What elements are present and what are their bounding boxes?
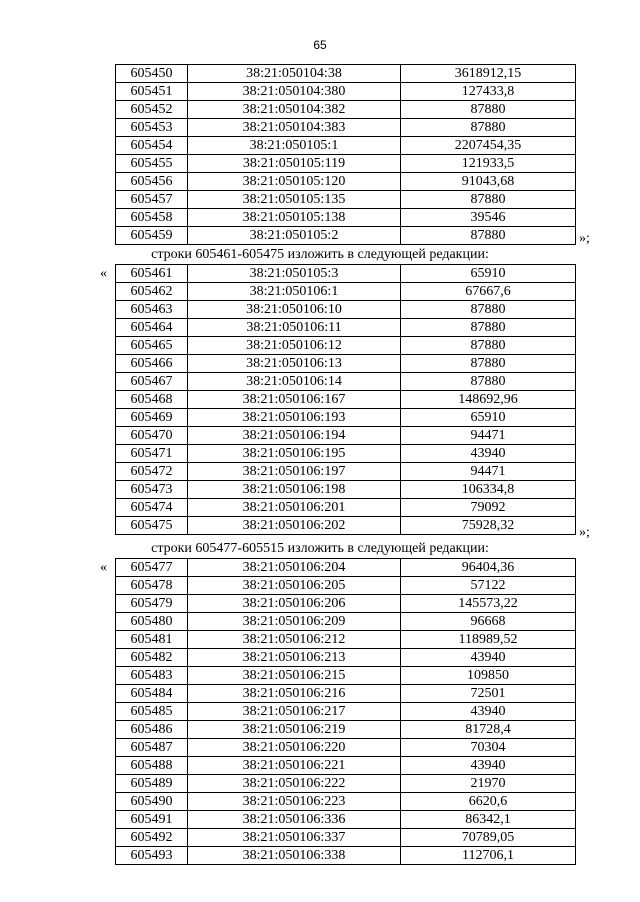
cadastral-number-cell: 38:21:050105:3 bbox=[188, 265, 401, 283]
cadastral-number-cell: 38:21:050106:219 bbox=[188, 721, 401, 739]
cadastral-number-cell: 38:21:050106:212 bbox=[188, 631, 401, 649]
row-number-cell: 605465 bbox=[116, 337, 188, 355]
row-number-cell: 605464 bbox=[116, 319, 188, 337]
value-cell: 70789,05 bbox=[401, 829, 576, 847]
cadastral-number-cell: 38:21:050106:197 bbox=[188, 463, 401, 481]
value-cell: 96668 bbox=[401, 613, 576, 631]
value-cell: 43940 bbox=[401, 757, 576, 775]
cadastral-number-cell: 38:21:050106:221 bbox=[188, 757, 401, 775]
table-row bbox=[116, 337, 576, 355]
table-row bbox=[116, 283, 576, 301]
table-row bbox=[116, 83, 576, 101]
value-cell: 87880 bbox=[401, 101, 576, 119]
table-row bbox=[116, 265, 576, 283]
row-number-cell: 605479 bbox=[116, 595, 188, 613]
value-cell: 96404,36 bbox=[401, 559, 576, 577]
cadastral-number-cell: 38:21:050106:202 bbox=[188, 517, 401, 535]
value-cell: 43940 bbox=[401, 703, 576, 721]
cadastral-number-cell: 38:21:050106:193 bbox=[188, 409, 401, 427]
table-row bbox=[116, 613, 576, 631]
value-cell: 86342,1 bbox=[401, 811, 576, 829]
table-row bbox=[116, 739, 576, 757]
cadastral-number-cell: 38:21:050105:135 bbox=[188, 191, 401, 209]
row-number-cell: 605488 bbox=[116, 757, 188, 775]
cadastral-number-cell: 38:21:050104:383 bbox=[188, 119, 401, 137]
value-cell: 121933,5 bbox=[401, 155, 576, 173]
value-cell: 87880 bbox=[401, 337, 576, 355]
cadastral-number-cell: 38:21:050106:223 bbox=[188, 793, 401, 811]
row-number-cell: 605472 bbox=[116, 463, 188, 481]
opening-quote-2: « bbox=[100, 560, 107, 575]
value-cell: 87880 bbox=[401, 319, 576, 337]
row-number-cell: 605458 bbox=[116, 209, 188, 227]
table-row bbox=[116, 595, 576, 613]
cadastral-number-cell: 38:21:050105:138 bbox=[188, 209, 401, 227]
cadastral-number-cell: 38:21:050106:209 bbox=[188, 613, 401, 631]
row-number-cell: 605457 bbox=[116, 191, 188, 209]
cadastral-number-cell: 38:21:050106:206 bbox=[188, 595, 401, 613]
cadastral-number-cell: 38:21:050106:215 bbox=[188, 667, 401, 685]
row-number-cell: 605461 bbox=[116, 265, 188, 283]
row-number-cell: 605489 bbox=[116, 775, 188, 793]
cadastral-number-cell: 38:21:050106:195 bbox=[188, 445, 401, 463]
table-row bbox=[116, 811, 576, 829]
row-number-cell: 605481 bbox=[116, 631, 188, 649]
row-number-cell: 605492 bbox=[116, 829, 188, 847]
table-row bbox=[116, 757, 576, 775]
value-cell: 70304 bbox=[401, 739, 576, 757]
table-row bbox=[116, 559, 576, 577]
table-row bbox=[116, 119, 576, 137]
cadastral-number-cell: 38:21:050106:11 bbox=[188, 319, 401, 337]
cadastral-number-cell: 38:21:050104:380 bbox=[188, 83, 401, 101]
value-cell: 109850 bbox=[401, 667, 576, 685]
row-number-cell: 605490 bbox=[116, 793, 188, 811]
row-number-cell: 605471 bbox=[116, 445, 188, 463]
value-cell: 75928,32 bbox=[401, 517, 576, 535]
row-number-cell: 605453 bbox=[116, 119, 188, 137]
value-cell: 106334,8 bbox=[401, 481, 576, 499]
table-row bbox=[116, 829, 576, 847]
cadastral-number-cell: 38:21:050106:14 bbox=[188, 373, 401, 391]
row-number-cell: 605463 bbox=[116, 301, 188, 319]
row-number-cell: 605483 bbox=[116, 667, 188, 685]
table-row bbox=[116, 793, 576, 811]
row-number-cell: 605467 bbox=[116, 373, 188, 391]
table-row bbox=[116, 227, 576, 245]
row-number-cell: 605487 bbox=[116, 739, 188, 757]
value-cell: 118989,52 bbox=[401, 631, 576, 649]
value-cell: 6620,6 bbox=[401, 793, 576, 811]
cadastral-number-cell: 38:21:050106:198 bbox=[188, 481, 401, 499]
row-number-cell: 605477 bbox=[116, 559, 188, 577]
row-number-cell: 605478 bbox=[116, 577, 188, 595]
row-number-cell: 605484 bbox=[116, 685, 188, 703]
cadastral-number-cell: 38:21:050106:336 bbox=[188, 811, 401, 829]
table-row bbox=[116, 65, 576, 83]
value-cell: 65910 bbox=[401, 265, 576, 283]
value-cell: 148692,96 bbox=[401, 391, 576, 409]
value-cell: 87880 bbox=[401, 301, 576, 319]
amendment-intro-2: строки 605477-605515 изложить в следующей редакции: bbox=[151, 541, 489, 556]
table-row bbox=[116, 373, 576, 391]
row-number-cell: 605459 bbox=[116, 227, 188, 245]
value-cell: 87880 bbox=[401, 227, 576, 245]
amendment-intro-1: строки 605461-605475 изложить в следующей редакции: bbox=[151, 247, 489, 262]
table-row bbox=[116, 319, 576, 337]
table-row bbox=[116, 355, 576, 373]
value-cell: 91043,68 bbox=[401, 173, 576, 191]
row-number-cell: 605482 bbox=[116, 649, 188, 667]
row-number-cell: 605462 bbox=[116, 283, 188, 301]
cadastral-number-cell: 38:21:050106:205 bbox=[188, 577, 401, 595]
table-row bbox=[116, 847, 576, 865]
table-row bbox=[116, 173, 576, 191]
row-number-cell: 605466 bbox=[116, 355, 188, 373]
cadastral-number-cell: 38:21:050106:10 bbox=[188, 301, 401, 319]
cadastral-number-cell: 38:21:050106:216 bbox=[188, 685, 401, 703]
row-number-cell: 605474 bbox=[116, 499, 188, 517]
cadastral-number-cell: 38:21:050105:2 bbox=[188, 227, 401, 245]
value-cell: 65910 bbox=[401, 409, 576, 427]
value-cell: 67667,6 bbox=[401, 283, 576, 301]
cadastral-number-cell: 38:21:050106:194 bbox=[188, 427, 401, 445]
opening-quote-1: « bbox=[100, 266, 107, 281]
data-table-3 bbox=[115, 558, 576, 865]
cadastral-number-cell: 38:21:050106:213 bbox=[188, 649, 401, 667]
value-cell: 87880 bbox=[401, 119, 576, 137]
cadastral-number-cell: 38:21:050105:120 bbox=[188, 173, 401, 191]
table-row bbox=[116, 209, 576, 227]
value-cell: 145573,22 bbox=[401, 595, 576, 613]
row-number-cell: 605491 bbox=[116, 811, 188, 829]
row-number-cell: 605452 bbox=[116, 101, 188, 119]
value-cell: 87880 bbox=[401, 355, 576, 373]
value-cell: 43940 bbox=[401, 445, 576, 463]
cadastral-number-cell: 38:21:050106:220 bbox=[188, 739, 401, 757]
row-number-cell: 605456 bbox=[116, 173, 188, 191]
value-cell: 72501 bbox=[401, 685, 576, 703]
table-row bbox=[116, 703, 576, 721]
cadastral-number-cell: 38:21:050106:222 bbox=[188, 775, 401, 793]
value-cell: 21970 bbox=[401, 775, 576, 793]
cadastral-number-cell: 38:21:050106:167 bbox=[188, 391, 401, 409]
row-number-cell: 605469 bbox=[116, 409, 188, 427]
cadastral-number-cell: 38:21:050105:119 bbox=[188, 155, 401, 173]
table-row bbox=[116, 463, 576, 481]
data-table-1 bbox=[115, 64, 576, 245]
closing-quote-2: »; bbox=[579, 525, 590, 540]
row-number-cell: 605468 bbox=[116, 391, 188, 409]
table-row bbox=[116, 137, 576, 155]
value-cell: 94471 bbox=[401, 427, 576, 445]
value-cell: 3618912,15 bbox=[401, 65, 576, 83]
cadastral-number-cell: 38:21:050106:204 bbox=[188, 559, 401, 577]
table-row bbox=[116, 301, 576, 319]
value-cell: 81728,4 bbox=[401, 721, 576, 739]
closing-quote-1: »; bbox=[579, 231, 590, 246]
row-number-cell: 605470 bbox=[116, 427, 188, 445]
cadastral-number-cell: 38:21:050106:13 bbox=[188, 355, 401, 373]
value-cell: 43940 bbox=[401, 649, 576, 667]
cadastral-number-cell: 38:21:050106:201 bbox=[188, 499, 401, 517]
page-number: 65 bbox=[313, 38, 327, 52]
row-number-cell: 605454 bbox=[116, 137, 188, 155]
row-number-cell: 605486 bbox=[116, 721, 188, 739]
table-row bbox=[116, 391, 576, 409]
table-row bbox=[116, 101, 576, 119]
row-number-cell: 605485 bbox=[116, 703, 188, 721]
row-number-cell: 605450 bbox=[116, 65, 188, 83]
table-row bbox=[116, 191, 576, 209]
table-row bbox=[116, 667, 576, 685]
table-row bbox=[116, 155, 576, 173]
cadastral-number-cell: 38:21:050106:337 bbox=[188, 829, 401, 847]
row-number-cell: 605455 bbox=[116, 155, 188, 173]
row-number-cell: 605480 bbox=[116, 613, 188, 631]
table-row bbox=[116, 775, 576, 793]
row-number-cell: 605493 bbox=[116, 847, 188, 865]
cadastral-number-cell: 38:21:050104:38 bbox=[188, 65, 401, 83]
table-row bbox=[116, 427, 576, 445]
table-row bbox=[116, 481, 576, 499]
table-row bbox=[116, 517, 576, 535]
table-row bbox=[116, 577, 576, 595]
table-row bbox=[116, 631, 576, 649]
value-cell: 2207454,35 bbox=[401, 137, 576, 155]
table-row bbox=[116, 649, 576, 667]
cadastral-number-cell: 38:21:050105:1 bbox=[188, 137, 401, 155]
value-cell: 94471 bbox=[401, 463, 576, 481]
value-cell: 127433,8 bbox=[401, 83, 576, 101]
value-cell: 112706,1 bbox=[401, 847, 576, 865]
row-number-cell: 605451 bbox=[116, 83, 188, 101]
value-cell: 57122 bbox=[401, 577, 576, 595]
cadastral-number-cell: 38:21:050104:382 bbox=[188, 101, 401, 119]
cadastral-number-cell: 38:21:050106:217 bbox=[188, 703, 401, 721]
table-row bbox=[116, 445, 576, 463]
row-number-cell: 605475 bbox=[116, 517, 188, 535]
table-row bbox=[116, 721, 576, 739]
table-row bbox=[116, 409, 576, 427]
cadastral-number-cell: 38:21:050106:1 bbox=[188, 283, 401, 301]
value-cell: 87880 bbox=[401, 191, 576, 209]
cadastral-number-cell: 38:21:050106:12 bbox=[188, 337, 401, 355]
data-table-2 bbox=[115, 264, 576, 535]
row-number-cell: 605473 bbox=[116, 481, 188, 499]
cadastral-number-cell: 38:21:050106:338 bbox=[188, 847, 401, 865]
value-cell: 39546 bbox=[401, 209, 576, 227]
table-row bbox=[116, 499, 576, 517]
value-cell: 87880 bbox=[401, 373, 576, 391]
table-row bbox=[116, 685, 576, 703]
value-cell: 79092 bbox=[401, 499, 576, 517]
